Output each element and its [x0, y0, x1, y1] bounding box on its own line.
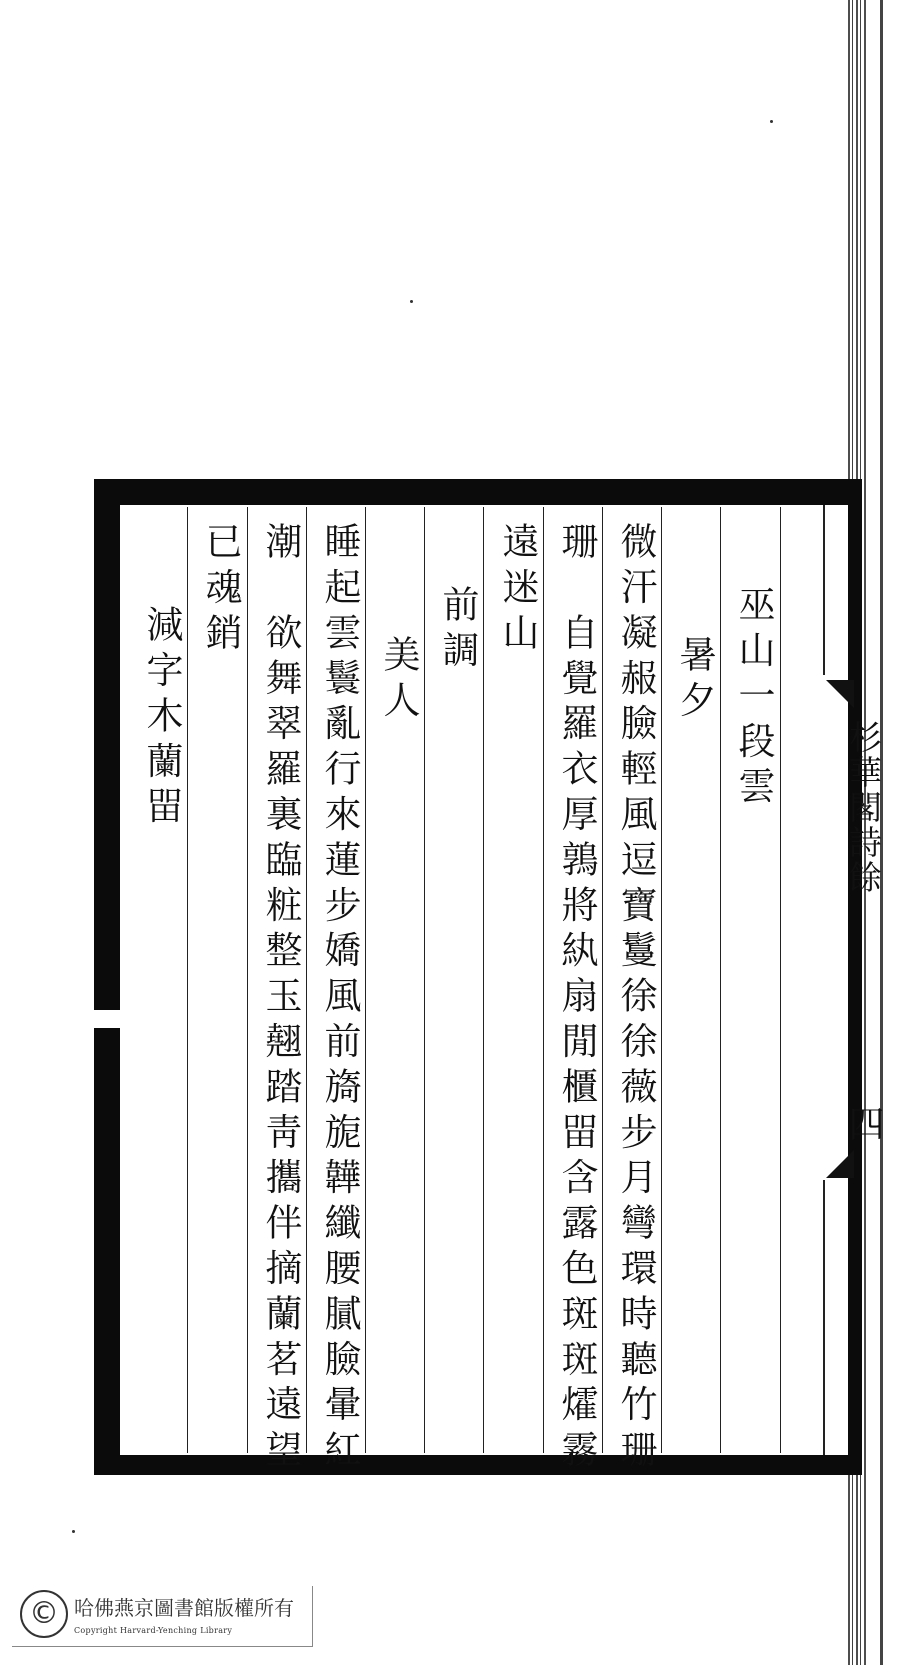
poem-line: 遠迷山 [496, 522, 539, 659]
column-rule [306, 507, 307, 1453]
scan-speck [72, 1530, 75, 1533]
poem-title: 前調 [436, 585, 479, 676]
column-rule [780, 507, 781, 1453]
poem-title: 巫山一段雲 [732, 585, 775, 812]
poem-title: 減字木蘭㽞 [140, 605, 183, 832]
column-rule [247, 507, 248, 1453]
column-rule [483, 507, 484, 1453]
column-rule [543, 507, 544, 1453]
poem-line: 珊 自覺羅衣厚鶉將紈扇閒櫃㽞含露色斑斑㸌霧 [555, 522, 598, 1476]
poem-subtitle: 暑夕 [673, 635, 716, 726]
fishtail-bottom [826, 1150, 854, 1178]
column-rule [187, 507, 188, 1453]
poem-subtitle: 美人 [377, 635, 420, 726]
column-rule [602, 507, 603, 1453]
copyright-chinese: 哈佛燕京圖書館版權所有 [74, 1596, 294, 1620]
banxin-page-number: 四 [843, 1105, 884, 1141]
frame-notch [94, 1010, 120, 1028]
poem-line: 潮 欲舞翠羅裏臨粧整玉翹踏靑攜伴摘蘭茗遠望 [259, 522, 302, 1476]
banxin-rule-top [823, 505, 825, 675]
poem-line: 睡起雲鬟亂行來蓮步嬌風前旖旎韡纖腰膩臉暈紅 [318, 522, 361, 1476]
copyright-english: Copyright Harvard-Yenching Library [74, 1626, 233, 1635]
scan-speck [410, 300, 413, 303]
column-rule [720, 507, 721, 1453]
frame-gutter [848, 479, 862, 1475]
column-rule [365, 507, 366, 1453]
column-rule [424, 507, 425, 1453]
scan-speck [770, 120, 773, 123]
banxin-title: 杉華閣詩餘 [844, 720, 883, 895]
column-rule [661, 507, 662, 1453]
poem-line: 微汗凝赧臉輕風逗寶鬘徐徐薇步月彎環時聽竹珊 [614, 522, 657, 1476]
fishtail-top [826, 680, 854, 708]
copyright-stamp [12, 1586, 313, 1647]
copyright-icon: © [20, 1590, 68, 1638]
poem-line: 已魂銷 [199, 522, 242, 659]
banxin-rule-bottom [823, 1180, 825, 1455]
